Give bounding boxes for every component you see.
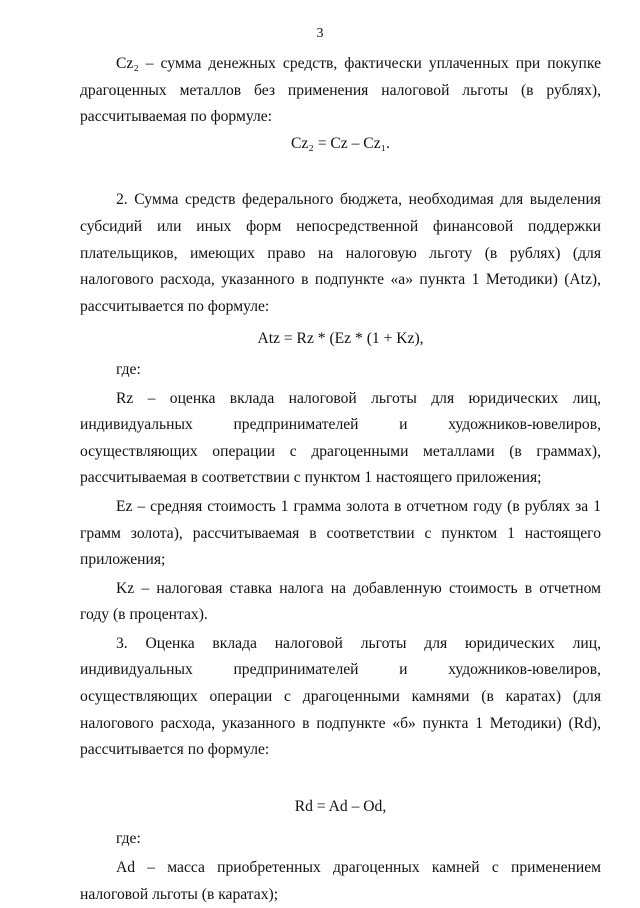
where-label-2: где: <box>116 830 141 848</box>
paragraph-cz2-definition: Cz₂ – сумма денежных средств, фактически уплаченных при покупке драгоценных металлов без применения налоговой льготы (в рублях), рассчитываемая по формуле: <box>80 55 601 126</box>
page-number: 3 <box>316 26 324 41</box>
formula-cz2: Cz₂ = Cz – Cz₁. <box>291 134 390 152</box>
paragraph-2: 2. Сумма средств федерального бюджета, необходимая для выделения субсидий или иных форм непосредственной финансовой поддержки плательщиков, имеющих право на налоговую льготу (в рублях) (для налогового расхода, указанного в подпункте «а» пункта 1 Методики) (Atz), рассчитывается по формуле: <box>80 191 601 315</box>
formula-atz: Atz = Rz * (Ez * (1 + Kz), <box>257 330 424 348</box>
paragraph-rz-definition: Rz – оценка вклада налоговой льготы для юридических лиц, индивидуальных предпринимателей и художников-ювелиров, осуществляющих операции с драгоценными металлами (в граммах), рассчитываемая в соответствии с пунктом 1 настоящего приложения; <box>80 389 601 487</box>
paragraph-3: 3. Оценка вклада налоговой льготы для юридических лиц, индивидуальных предпринимателей и художников-ювелиров, осуществляющих операции с драгоценными камнями (в каратах) (для налогового расхода, указанного в подпункте «б» пункта 1 Методики) (Rd), рассчитывается по формуле: <box>80 634 601 759</box>
paragraph-ez-definition: Ez – средняя стоимость 1 грамма золота в отчетном году (в рублях за 1 грамм золота), рассчитываемая в соответствии с пунктом 1 настоящего приложения; <box>80 497 601 569</box>
spacer <box>80 157 601 187</box>
paragraph-kz-definition: Kz – налоговая ставка налога на добавленную стоимость в отчетном году (в процентах). <box>80 579 601 624</box>
paragraph-ad-definition: Ad – масса приобретенных драгоценных камней с применением налоговой льготы (в каратах); <box>80 859 601 903</box>
where-label-1: где: <box>116 360 141 378</box>
document-body <box>80 51 601 908</box>
formula-rd: Rd = Ad – Od, <box>294 797 387 815</box>
spacer <box>80 764 601 794</box>
